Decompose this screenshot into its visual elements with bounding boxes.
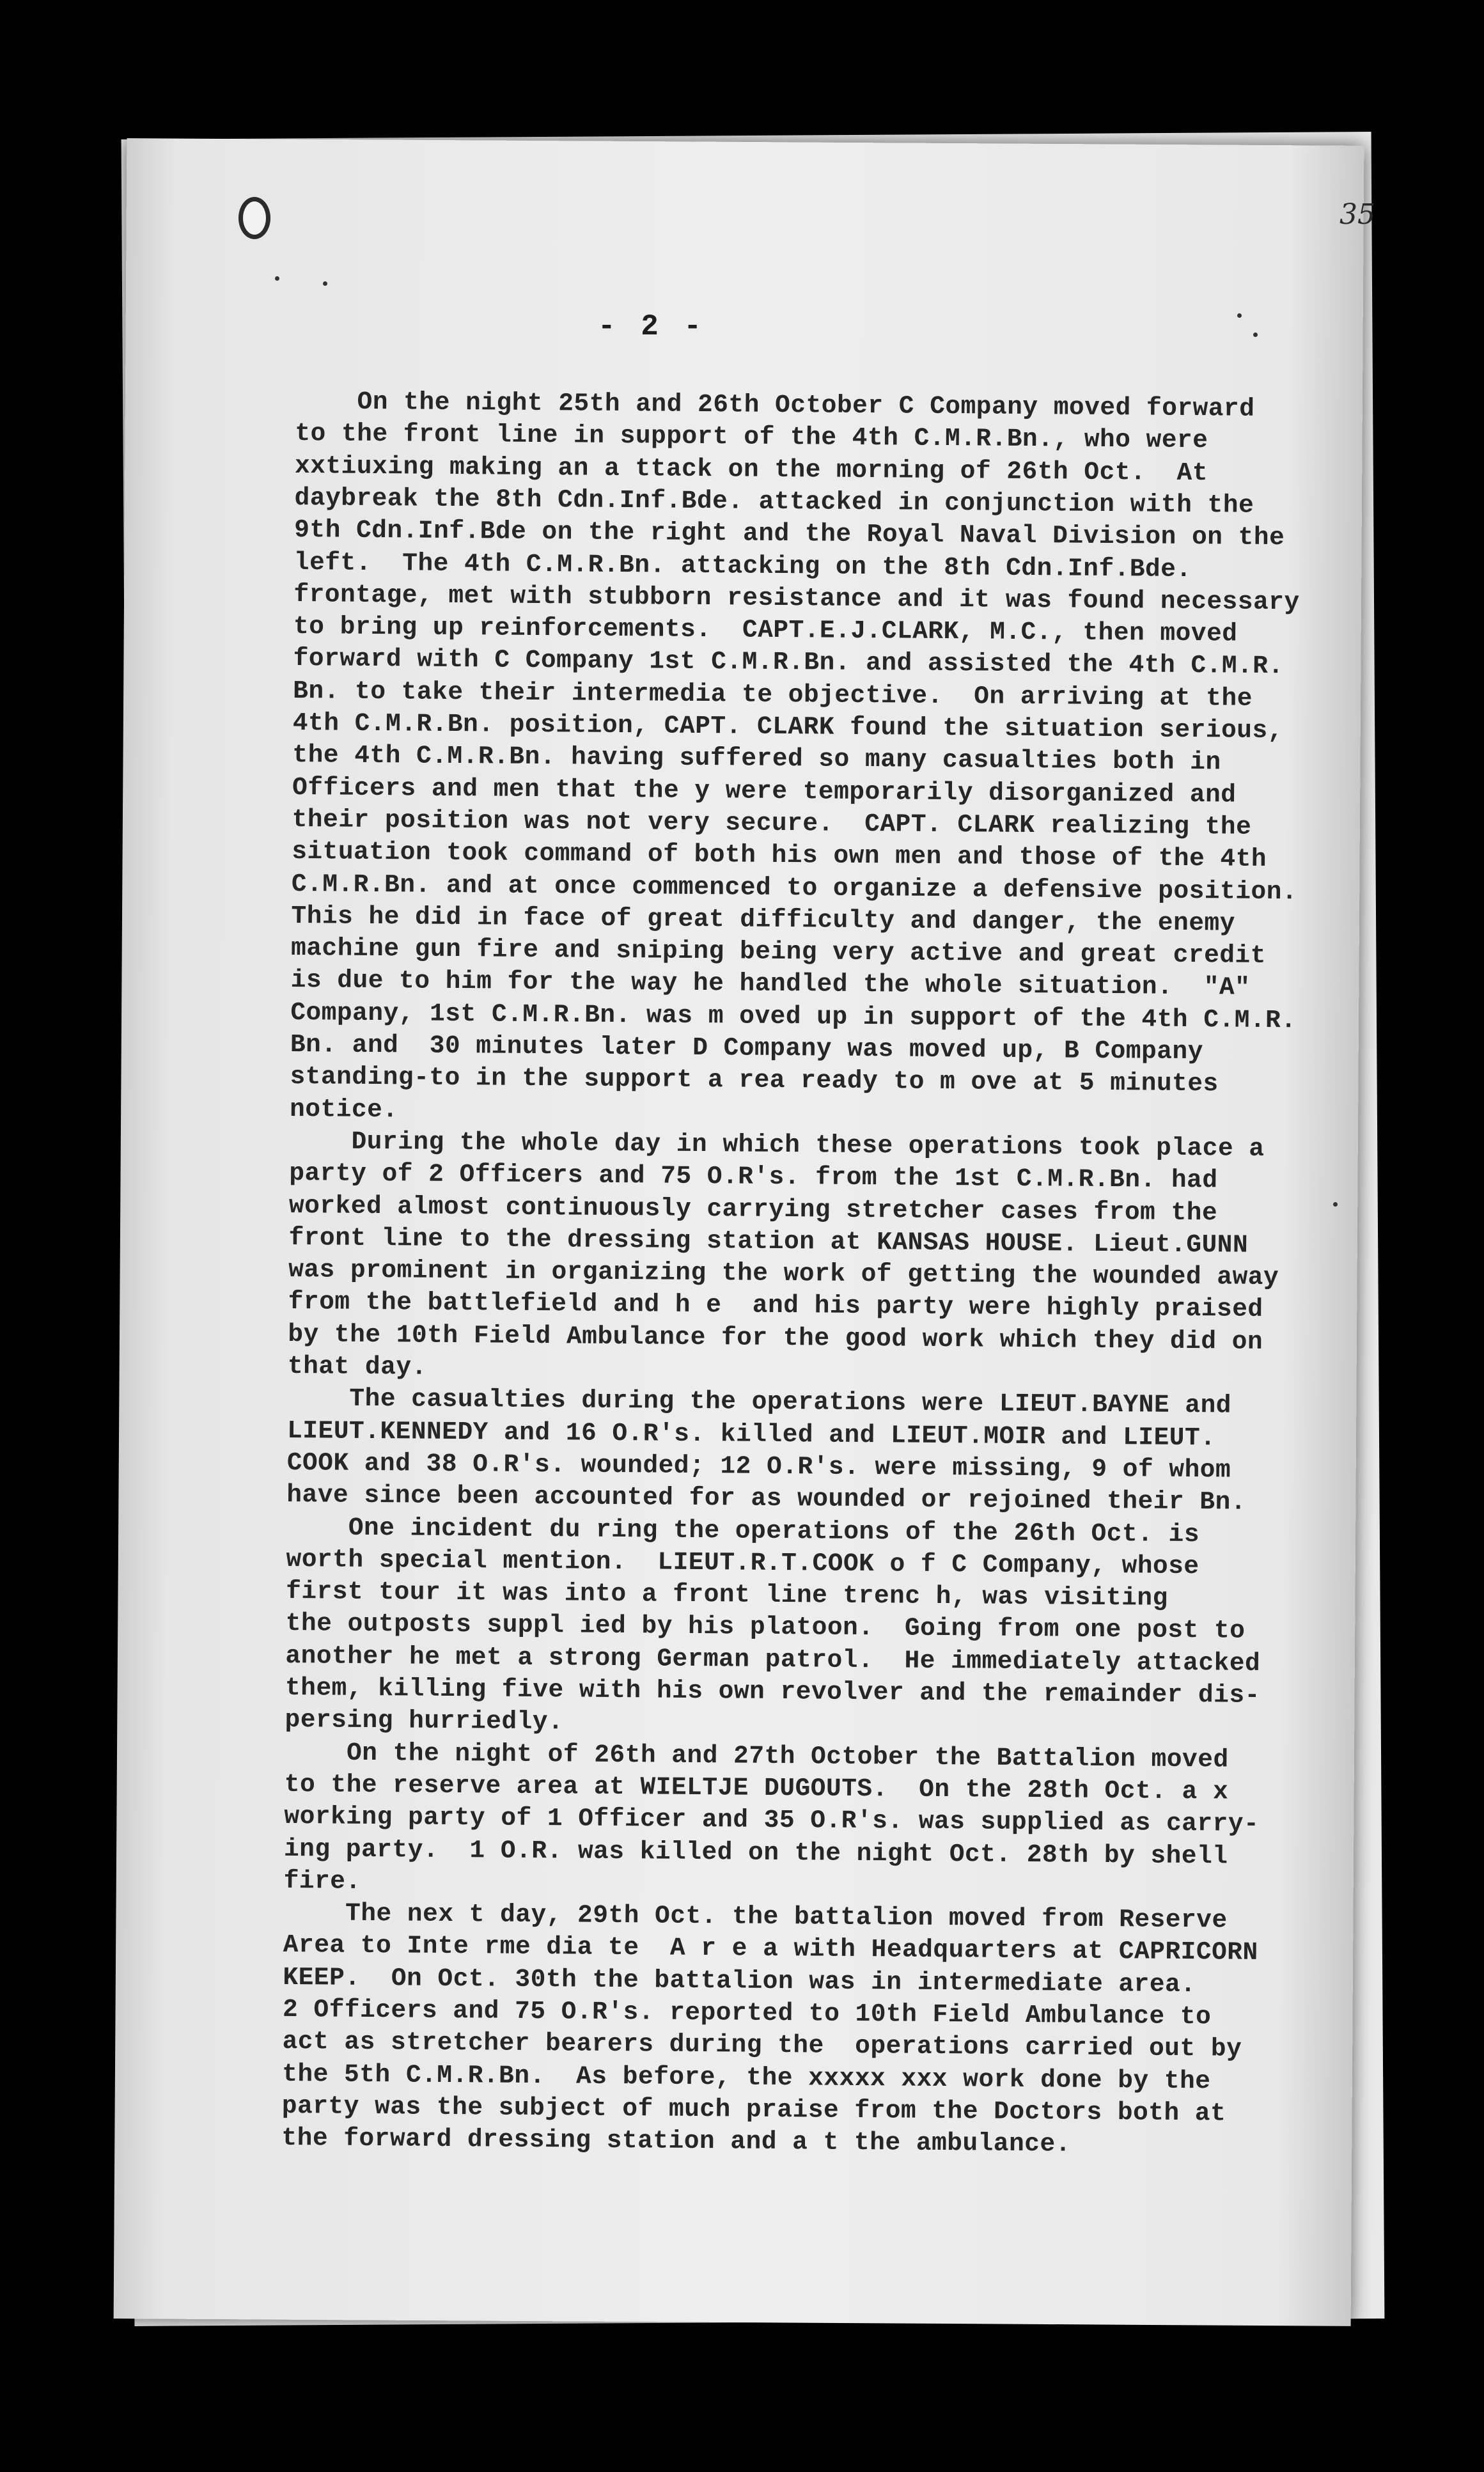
- text-line: machine gun fire and sniping being very active and great credit: [290, 934, 1267, 971]
- text-line: was prominent in organizing the work of getting the wounded away: [288, 1255, 1279, 1292]
- text-line: 2 Officers and 75 O.R's. reported to 10th Field Ambulance to: [282, 1994, 1212, 2031]
- page-number: - 2 -: [598, 310, 706, 343]
- text-line: working party of 1 Officer and 35 O.R's. was supplied as carry-: [284, 1802, 1260, 1839]
- text-line: On the night of 26th and 27th October the Battalion moved: [285, 1737, 1229, 1774]
- text-line: the 5th C.M.R.Bn. As before, the xxxxx xxx work done by the: [282, 2059, 1211, 2095]
- text-line: is due to him for the way he handled the whole situation. "A": [290, 966, 1251, 1003]
- text-line: the 4th C.M.R.Bn. having suffered so many casualties both in: [292, 740, 1221, 777]
- ink-speck: [275, 276, 279, 281]
- body-text: [281, 387, 1331, 2166]
- text-line: C.M.R.Bn. and at once commenced to organize a defensive position.: [291, 869, 1298, 906]
- text-line: left. The 4th C.M.R.Bn. attacking on the 8th Cdn.Inf.Bde.: [293, 547, 1192, 584]
- text-line: daybreak the 8th Cdn.Inf.Bde. attacked in conjunction with the: [294, 483, 1254, 520]
- text-line: ing party. 1 O.R. was killed on the night Oct. 28th by shell: [283, 1834, 1228, 1871]
- text-line: by the 10th Field Ambulance for the good work which they did on: [288, 1319, 1263, 1356]
- text-line: 4th C.M.R.Bn. position, CAPT. CLARK found the situation serious,: [292, 708, 1284, 746]
- text-line: On the night 25th and 26th October C Company moved forward: [295, 387, 1255, 423]
- text-line: another he met a strong German patrol. He immediately attacked: [285, 1641, 1261, 1678]
- text-line: the forward dressing station and a t the ambulance.: [281, 2124, 1072, 2159]
- text-line: that day.: [287, 1351, 427, 1382]
- text-line: KEEP. On Oct. 30th the battalion was in intermediate area.: [283, 1962, 1196, 1999]
- text-line: xxtiuxing making an a ttack on the morning of 26th Oct. At: [294, 451, 1208, 487]
- ink-speck: [323, 281, 327, 286]
- punch-hole: [238, 197, 270, 239]
- text-line: the outposts suppl ied by his platoon. Going from one post to: [285, 1609, 1246, 1646]
- text-line: to the front line in support of the 4th C.M.R.Bn., who were: [295, 419, 1208, 455]
- ink-speck: [1237, 313, 1242, 318]
- text-line: have since been accounted for as wounded or rejoined their Bn.: [286, 1480, 1247, 1517]
- ink-speck: [1333, 1202, 1338, 1207]
- text-line: Area to Inte rme dia te A r e a with Headquarters at CAPRICORN: [283, 1930, 1258, 1967]
- text-line: them, killing five with his own revolver and the remainder dis-: [285, 1673, 1260, 1710]
- text-line: persing hurriedly.: [285, 1705, 564, 1737]
- text-line: situation took command of both his own men and those of the 4th: [292, 837, 1267, 874]
- text-line: front line to the dressing station at KANSAS HOUSE. Lieut.GUNN: [288, 1223, 1249, 1260]
- text-line: notice.: [289, 1094, 398, 1124]
- text-line: The casualties during the operations were LIEUT.BAYNE and: [287, 1384, 1232, 1420]
- text-line: forward with C Company 1st C.M.R.Bn. and assisted the 4th C.M.R.: [293, 644, 1284, 681]
- text-line: One incident du ring the operations of the 26th Oct. is: [286, 1512, 1200, 1549]
- text-line: standing-to in the support a rea ready to m ove at 5 minutes: [290, 1062, 1219, 1099]
- text-line: This he did in face of great difficulty and danger, the enemy: [291, 901, 1236, 938]
- text-line: act as stretcher bearers during the operations carried out by: [282, 2027, 1242, 2064]
- text-line: to bring up reinforcements. CAPT.E.J.CLARK, M.C., then moved: [293, 612, 1238, 648]
- text-line: their position was not very secure. CAPT. CLARK realizing the: [292, 804, 1252, 841]
- text-line: Company, 1st C.M.R.Bn. was m oved up in support of the 4th C.M.R.: [290, 997, 1297, 1035]
- text-line: from the battlefield and h e and his party were highly praised: [288, 1287, 1263, 1324]
- text-line: Bn. and 30 minutes later D Company was moved up, B Company: [290, 1029, 1204, 1067]
- text-line: party of 2 Officers and 75 O.R's. from the 1st C.M.R.Bn. had: [289, 1159, 1218, 1195]
- ink-speck: [1253, 332, 1258, 337]
- text-line: first tour it was into a front line trenc h, was visiting: [286, 1577, 1168, 1613]
- text-line: The nex t day, 29th Oct. the battalion moved from Reserve: [283, 1898, 1228, 1935]
- text-line: LIEUT.KENNEDY and 16 O.R's. killed and LIEUT.MOIR and LIEUT.: [287, 1416, 1216, 1452]
- text-line: Bn. to take their intermedia te objective. On arriving at the: [293, 676, 1253, 713]
- text-line: COOK and 38 O.R's. wounded; 12 O.R's. were missing, 9 of whom: [286, 1448, 1231, 1485]
- text-line: During the whole day in which these operations took place a: [289, 1126, 1265, 1163]
- text-line: party was the subject of much praise from the Doctors both at: [281, 2091, 1226, 2128]
- text-line: Officers and men that the y were temporarily disorganized and: [292, 772, 1237, 810]
- text-line: worked almost continuously carrying stretcher cases from the: [288, 1191, 1218, 1227]
- text-line: fire.: [283, 1866, 361, 1896]
- text-line: worth special mention. LIEUT.R.T.COOK o f C Company, whose: [286, 1544, 1199, 1581]
- text-line: 9th Cdn.Inf.Bde on the right and the Royal Naval Division on the: [294, 515, 1285, 552]
- text-line: frontage, met with stubborn resistance and it was found necessary: [293, 579, 1300, 617]
- text-line: to the reserve area at WIELTJE DUGOUTS. On the 28th Oct. a x: [284, 1769, 1229, 1806]
- corner-annotation: 35: [1340, 198, 1375, 231]
